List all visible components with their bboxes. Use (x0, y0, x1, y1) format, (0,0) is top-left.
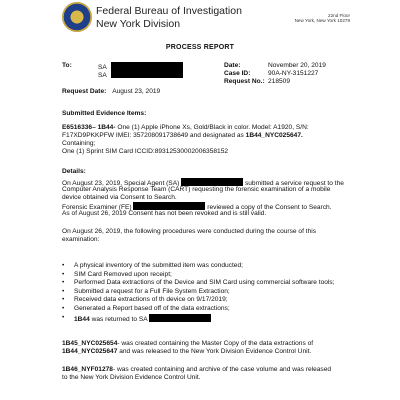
evidence-line-4: One (1) Sprint SIM Card ICCID:89312530002006358152 (62, 148, 229, 155)
details-line-2: Computer Analysis Response Team (CART) requesting the forensic examination of a mobile (62, 186, 331, 193)
list-item: • Generated a Report based off of the data extractions; (74, 305, 335, 314)
output-text: - was created containing the Master Copy of the data extractions of (117, 340, 314, 347)
list-item: • SIM Card Removed upon receipt; (74, 271, 335, 280)
output-1-line-2 (62, 348, 311, 356)
procedures-list (74, 262, 335, 324)
page-title: PROCESS REPORT (165, 44, 235, 51)
list-item: • A physical inventory of the submitted item was conducted; (74, 262, 335, 271)
case-value: 90A-NY-3151227 (268, 70, 319, 77)
details-line-3: device obtained via Consent to Search. (62, 194, 177, 201)
redaction-bar (111, 62, 183, 70)
redaction-bar (149, 314, 211, 322)
date-value: November 20, 2019 (268, 62, 326, 69)
list-item-text: was returned to SA (89, 315, 150, 323)
request-no-value: 218509 (268, 78, 291, 85)
output-2-line-2: to the New York Division Evidence Control Unit. (62, 374, 201, 381)
details-text: reviewed a copy of the Consent to Search. (205, 204, 332, 211)
to-label: To: (62, 62, 72, 69)
list-item: • Received data extractions of th device on 9/17/2019; (74, 296, 335, 305)
details-text: submitted a service request to the (243, 180, 344, 187)
details-text: Forensic Examiner (FE) (62, 204, 134, 211)
date-label: Date: (224, 62, 241, 69)
to-recipient-2 (98, 70, 183, 80)
evidence-line-3: Containing; (62, 140, 96, 147)
to-prefix-1: SA (98, 64, 107, 71)
redaction-bar (181, 178, 243, 186)
evidence-heading: Submitted Evidence Items: (62, 110, 147, 117)
evidence-designation: 1B44_NYC025647. (245, 132, 303, 139)
evidence-item-id: E6516336– 1B44- (62, 124, 116, 131)
to-prefix-2: SA (98, 72, 107, 79)
output-2-id: 1B46_NYF01278 (62, 366, 113, 373)
case-label: Case ID: (224, 70, 251, 77)
request-date-value: August 23, 2019 (112, 88, 161, 95)
list-item: • Submitted a request for a Full File System Extraction; (74, 288, 335, 297)
org-name: Federal Bureau of Investigation (96, 5, 242, 17)
request-date-label: Request Date: (62, 88, 107, 95)
details-line-6: On August 26, 2019, the following procedures were conducted during the course of this (62, 228, 317, 235)
output-text: - was created containing and archive of the case volume and was released (112, 366, 332, 373)
output-text: and was released to the New York Division Evidence Control Unit. (117, 348, 312, 355)
list-item (74, 314, 335, 325)
address-floor: 22nd Floor (328, 13, 350, 18)
details-line-5: As of August 26, 2019 Consent has not been revoked and is still valid. (62, 210, 267, 217)
output-1-source-id: 1B44_NYC025647 (62, 348, 118, 355)
output-2-line-1 (62, 366, 331, 374)
details-line-7: examination: (62, 236, 100, 243)
output-1-line-1 (62, 340, 313, 348)
request-no-label: Request No.: (224, 78, 265, 85)
redaction-bar (111, 70, 183, 78)
output-1-id: 1B45_NYC025654 (62, 340, 118, 347)
evidence-line-2 (62, 132, 303, 140)
list-item: • Performed Data extractions of the Device and SIM Card using commercial software tools; (74, 279, 335, 288)
fbi-seal-icon (62, 2, 92, 32)
returned-item-id: 1B44 (74, 315, 90, 323)
redaction-bar (133, 202, 205, 210)
address-block (295, 13, 350, 24)
address-city: New York, New York 10278 (294, 18, 350, 24)
details-heading: Details: (62, 168, 86, 175)
division-name: New York Division (96, 18, 181, 30)
request-date-line (62, 88, 160, 96)
evidence-line-1 (62, 124, 309, 132)
evidence-line-2-text: F17XD9PKKPFW IMEI: 357208091738649 and designated as (62, 132, 246, 139)
evidence-line-1-text: One (1) Apple iPhone Xs, Gold/Black in color. Model: A1920, S/N: (115, 124, 309, 131)
details-text: On August 23, 2019, Special Agent (SA) (62, 180, 182, 187)
